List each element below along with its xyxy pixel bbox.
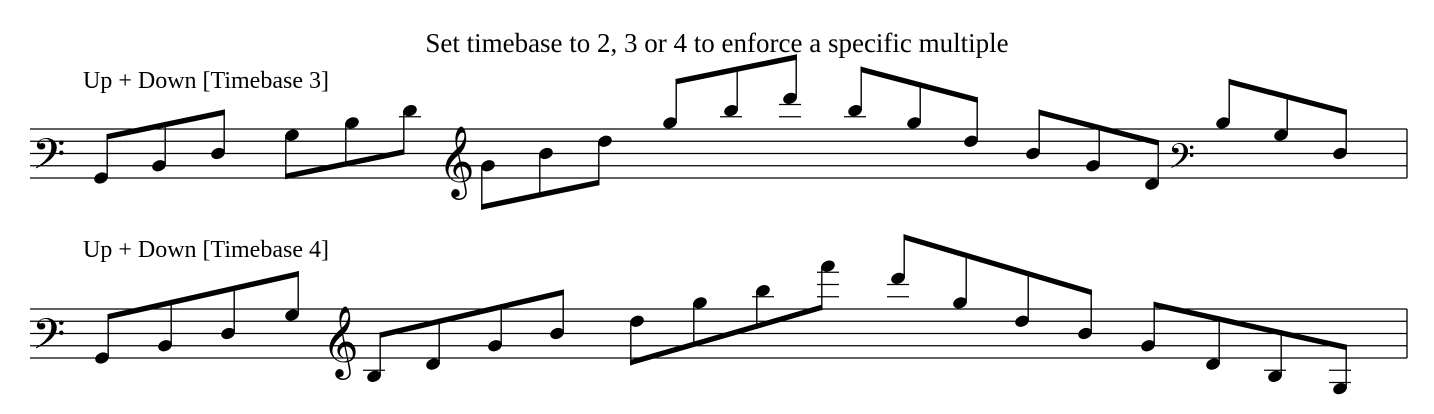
staff-system-2 bbox=[30, 234, 1407, 396]
ledger-lines bbox=[817, 272, 839, 297]
beam bbox=[630, 304, 822, 365]
section-label-timebase-4: Up + Down [Timebase 4] bbox=[83, 237, 329, 263]
ledger-lines bbox=[779, 105, 801, 117]
beam bbox=[380, 289, 564, 338]
ledger-lines bbox=[887, 285, 909, 297]
beam bbox=[904, 234, 1092, 295]
beam bbox=[676, 54, 797, 84]
notes-system-2 bbox=[94, 234, 1351, 396]
notes-system-1 bbox=[93, 54, 1349, 210]
staff-system-1 bbox=[30, 54, 1407, 210]
beam bbox=[108, 271, 299, 320]
treble-clef-icon: 𝄞 bbox=[322, 304, 359, 377]
ledger-lines bbox=[1329, 370, 1351, 382]
page-title: Set timebase to 2, 3 or 4 to enforce a specific multiple bbox=[425, 28, 1009, 58]
bass-clef-icon: 𝄢 bbox=[32, 310, 66, 370]
treble-clef-icon: 𝄞 bbox=[438, 124, 475, 197]
bass-clef-icon: 𝄢 bbox=[1168, 136, 1196, 185]
section-label-timebase-3: Up + Down [Timebase 3] bbox=[83, 68, 329, 94]
staff-lines-1 bbox=[30, 129, 1407, 178]
beam bbox=[861, 66, 978, 102]
bass-clef-icon: 𝄢 bbox=[32, 130, 66, 190]
